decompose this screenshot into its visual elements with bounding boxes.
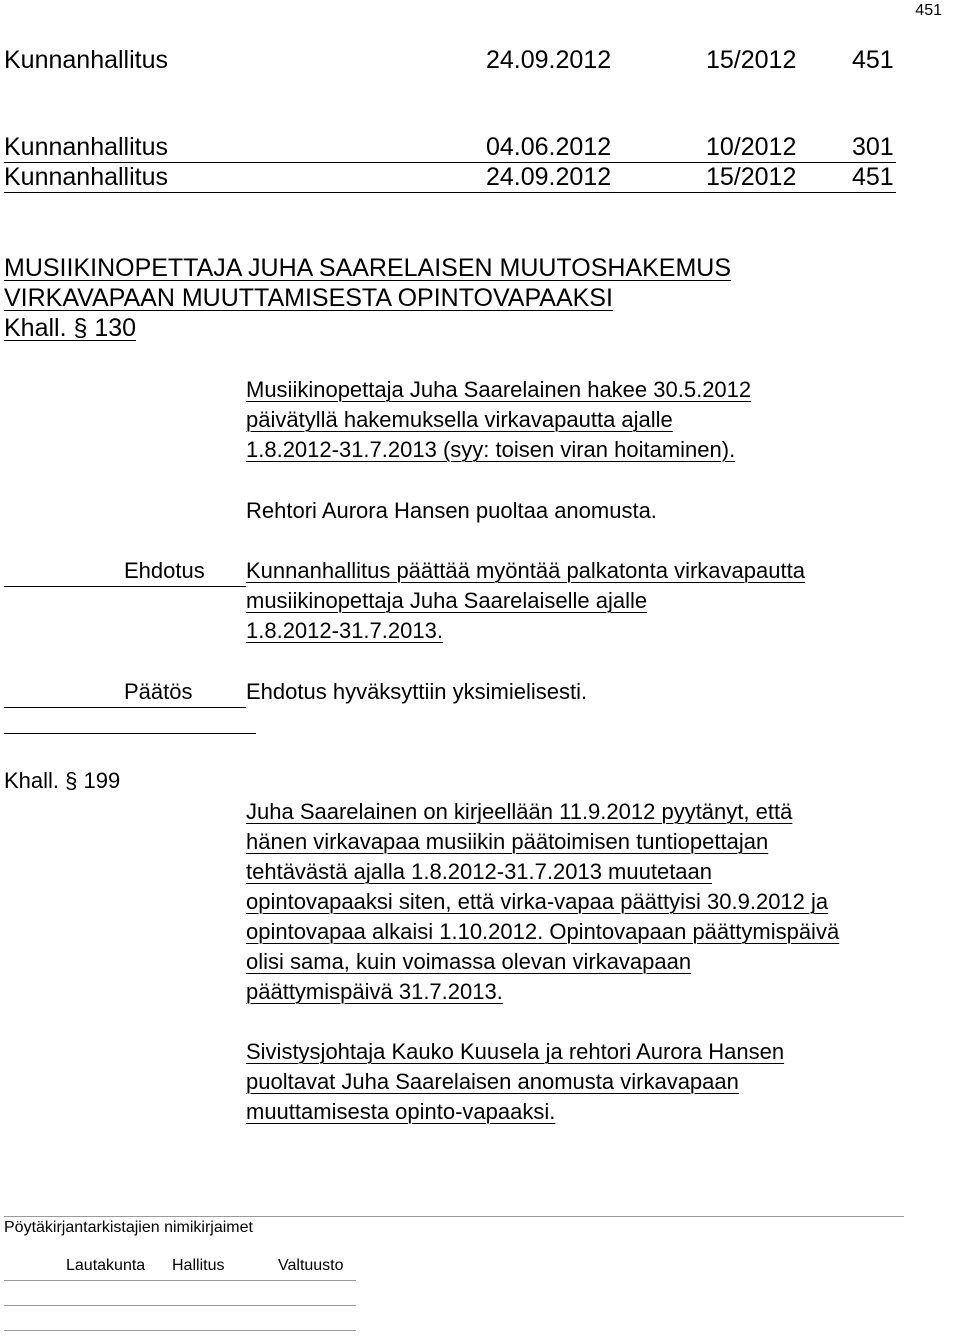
text-line: 1.8.2012-31.7.2013.: [246, 618, 443, 643]
header-page: 451: [852, 46, 894, 74]
history-date: 04.06.2012: [486, 133, 612, 161]
proposal-label: Ehdotus: [124, 558, 205, 583]
footer-rule: [4, 1216, 904, 1217]
text-line: päivätyllä hakemuksella virkavapautta ajalle: [246, 407, 673, 432]
proposal-text: [246, 556, 811, 646]
text-line: Sivistysjohtaja Kauko Kuusela ja rehtori Aurora Hansen: [246, 1039, 785, 1064]
text-line: puoltavat Juha Saarelaisen anomusta virkavapaan: [246, 1069, 739, 1094]
title-line: MUSIIKINOPETTAJA JUHA SAARELAISEN MUUTOSHAKEMUS: [4, 254, 732, 282]
text-line: muuttamisesta opinto-vapaaksi.: [246, 1099, 556, 1124]
section-ref: Khall. § 130: [4, 314, 137, 342]
text-line: päättymispäivä 31.7.2013.: [246, 979, 503, 1004]
text-line: opintovapaa alkaisi 1.10.2012. Opintovapaan päättymispäivä: [246, 919, 840, 944]
footer-signature-rule: [4, 1330, 356, 1331]
history-underline: [4, 192, 896, 193]
text-line: tehtävästä ajalla 1.8.2012-31.7.2013 muutetaan: [246, 859, 713, 884]
text-line: Juha Saarelainen on kirjeellään 11.9.2012 pyytänyt, että: [246, 799, 793, 824]
footer-column-hallitus: Hallitus: [172, 1257, 225, 1274]
decision-label: Päätös: [124, 679, 193, 704]
history-page: 451: [852, 163, 894, 191]
text-line: musiikinopettaja Juha Saarelaiselle ajalle: [246, 588, 648, 613]
history-meeting: 10/2012: [706, 133, 797, 161]
text-line: opintovapaaksi siten, että virka-vapaa päättyisi 30.9.2012 ja: [246, 889, 829, 914]
history-body: Kunnanhallitus: [4, 163, 169, 191]
section2-ref: Khall. § 199: [4, 768, 121, 793]
history-body: Kunnanhallitus: [4, 133, 169, 161]
text-line: hänen virkavapaa musiikin päätoimisen tuntiopettajan: [246, 829, 769, 854]
section2-statement: [246, 1037, 790, 1127]
decision-text: Ehdotus hyväksyttiin yksimielisesti.: [246, 679, 588, 704]
footer-signature-rule: [4, 1305, 356, 1306]
title-line: VIRKAVAPAAN MUUTTAMISESTA OPINTOVAPAAKSI: [4, 284, 613, 312]
footer-column-valtuusto: Valtuusto: [278, 1257, 344, 1274]
section2-paragraph: [246, 797, 845, 1007]
text-line: 1.8.2012-31.7.2013 (syy: toisen viran hoitaminen).: [246, 437, 736, 462]
text-line: olisi sama, kuin voimassa olevan virkavapaan: [246, 949, 692, 974]
section-separator: [4, 733, 256, 734]
page-number: 451: [915, 2, 942, 19]
footer-column-lautakunta: Lautakunta: [66, 1257, 146, 1274]
decision-label-rule: [4, 707, 246, 708]
text-line: Kunnanhallitus päättää myöntää palkatonta virkavapautta: [246, 558, 805, 583]
text-line: Musiikinopettaja Juha Saarelainen hakee 30.5.2012: [246, 377, 752, 402]
document-title: [4, 253, 738, 343]
proposal-label-rule: [4, 586, 246, 587]
header-date: 24.09.2012: [486, 46, 612, 74]
header-meeting: 15/2012: [706, 46, 797, 74]
section1-intro: [246, 375, 757, 465]
footer-signatures-label: Pöytäkirjantarkistajien nimikirjaimet: [4, 1219, 253, 1236]
header-body: Kunnanhallitus: [4, 46, 169, 74]
footer-signature-rule: [4, 1280, 356, 1281]
history-page: 301: [852, 133, 894, 161]
history-date: 24.09.2012: [486, 163, 612, 191]
recommendation-text: Rehtori Aurora Hansen puoltaa anomusta.: [246, 498, 657, 523]
history-meeting: 15/2012: [706, 163, 797, 191]
